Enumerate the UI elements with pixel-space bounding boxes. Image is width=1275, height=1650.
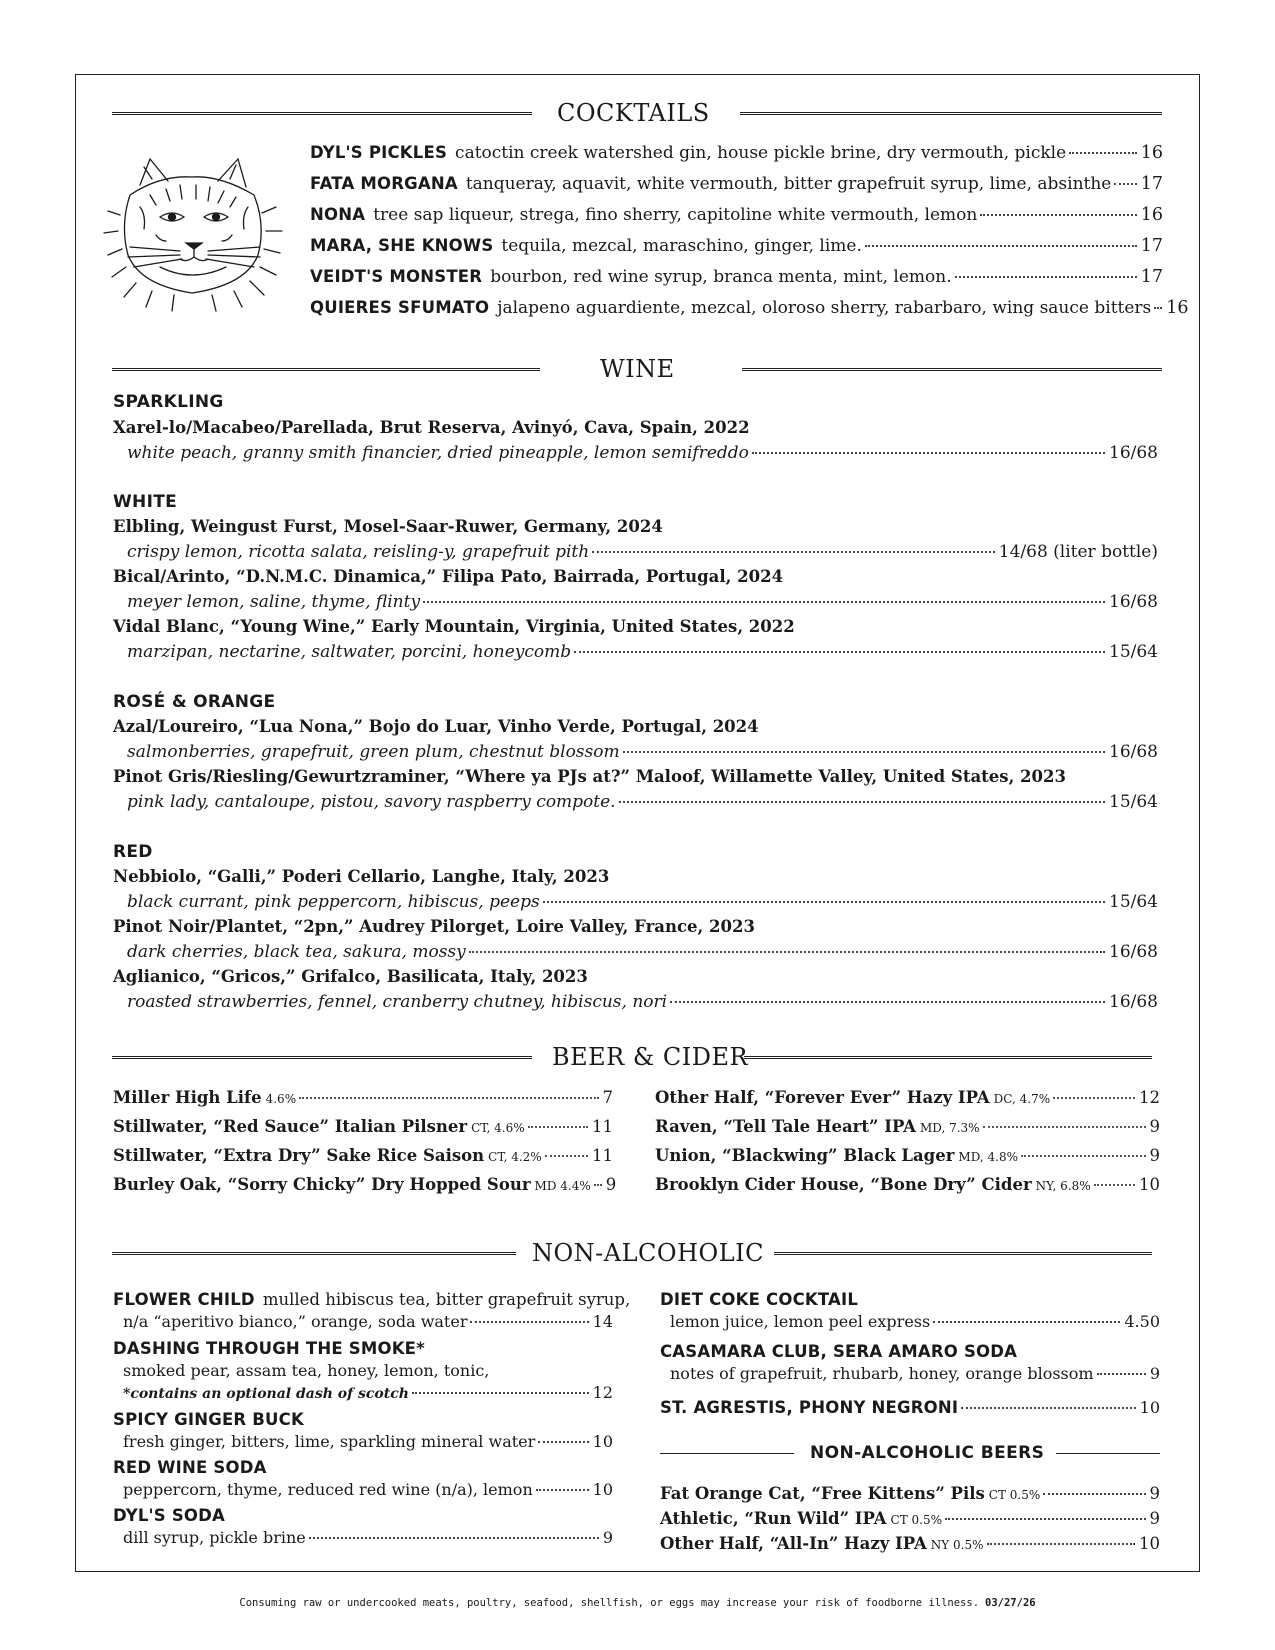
beer-item: Burley Oak, “Sorry Chicky” Dry Hopped Sour MD 4.4% 9 — [113, 1175, 617, 1194]
na-beer-item: Fat Orange Cat, “Free Kittens” Pils CT 0.5% 9 — [660, 1484, 1160, 1503]
na-drink-desc: fresh ginger, bitters, lime, sparkling mineral water 10 — [123, 1432, 613, 1451]
beer-item: Miller High Life 4.6% 7 — [113, 1088, 613, 1107]
beer-item: Stillwater, “Red Sauce” Italian Pilsner CT, 4.6% 11 — [113, 1117, 613, 1136]
beer-item: Raven, “Tell Tale Heart” IPA MD, 7.3% 9 — [655, 1117, 1160, 1136]
na-drink-name: DIET COKE COCKTAIL — [660, 1290, 859, 1309]
beer-item: Other Half, “Forever Ever” Hazy IPA DC, 4.7% 12 — [655, 1088, 1160, 1107]
wine-notes: crispy lemon, ricotta salata, reisling-y, grapefruit pith 14/68 (liter bottle) — [127, 542, 1158, 562]
na-beer-item: Athletic, “Run Wild” IPA CT 0.5% 9 — [660, 1509, 1160, 1528]
wine-name: Bical/Arinto, “D.N.M.C. Dinamica,” Filipa Pato, Bairrada, Portugal, 2024 — [113, 567, 784, 586]
na-drink-desc: smoked pear, assam tea, honey, lemon, tonic, — [123, 1361, 490, 1380]
non-alcoholic-beers-heading: NON-ALCOHOLIC BEERS — [660, 1443, 1160, 1467]
wine-name: Pinot Noir/Plantet, “2pn,” Audrey Pilorget, Loire Valley, France, 2023 — [113, 917, 755, 936]
cat-illustration-icon — [100, 155, 285, 315]
wine-heading: WINE — [112, 353, 1162, 387]
na-drink-name: DASHING THROUGH THE SMOKE* — [113, 1339, 425, 1358]
wine-notes: marzipan, nectarine, saltwater, porcini, honeycomb 15/64 — [127, 642, 1158, 662]
wine-notes: meyer lemon, saline, thyme, flinty 16/68 — [127, 592, 1158, 612]
beer-item: Stillwater, “Extra Dry” Sake Rice Saison CT, 4.2% 11 — [113, 1146, 613, 1165]
beer-item: Brooklyn Cider House, “Bone Dry” Cider NY, 6.8% 10 — [655, 1175, 1160, 1194]
beer-cider-heading: BEER & CIDER — [112, 1041, 1152, 1075]
cocktail-item: QUIERES SFUMATO jalapeno aguardiente, mezcal, oloroso sherry, rabarbaro, wing sauce bitters 16 — [310, 298, 1189, 318]
cocktail-item: MARA, SHE KNOWS tequila, mezcal, maraschino, ginger, lime. 17 — [310, 236, 1163, 256]
wine-category-red: RED — [113, 842, 153, 862]
wine-notes: roasted strawberries, fennel, cranberry chutney, hibiscus, nori 16/68 — [127, 992, 1158, 1012]
na-drink-desc: lemon juice, lemon peel express 4.50 — [670, 1312, 1160, 1331]
na-drink-desc: n/a “aperitivo bianco,” orange, soda water 14 — [123, 1312, 613, 1331]
wine-category-white: WHITE — [113, 492, 178, 512]
wine-notes: salmonberries, grapefruit, green plum, chestnut blossom 16/68 — [127, 742, 1158, 762]
na-drink-name: DYL'S SODA — [113, 1506, 226, 1525]
wine-notes: white peach, granny smith financier, dried pineapple, lemon semifreddo 16/68 — [127, 443, 1158, 463]
wine-notes: black currant, pink peppercorn, hibiscus, peeps 15/64 — [127, 892, 1158, 912]
na-drink-name: SPICY GINGER BUCK — [113, 1410, 304, 1429]
na-drink-desc: mulled hibiscus tea, bitter grapefruit syrup, — [262, 1290, 631, 1309]
cocktail-item: NONA tree sap liqueur, strega, fino sherry, capitoline white vermouth, lemon 16 — [310, 205, 1163, 225]
na-beer-item: Other Half, “All-In” Hazy IPA NY 0.5% 10 — [660, 1534, 1160, 1553]
beer-item: Union, “Blackwing” Black Lager MD, 4.8% 9 — [655, 1146, 1160, 1165]
na-drink-desc: notes of grapefruit, rhubarb, honey, orange blossom 9 — [670, 1364, 1160, 1383]
wine-name: Azal/Loureiro, “Lua Nona,” Bojo do Luar, Vinho Verde, Portugal, 2024 — [113, 717, 759, 736]
wine-name: Aglianico, “Gricos,” Grifalco, Basilicata, Italy, 2023 — [113, 967, 588, 986]
wine-notes: pink lady, cantaloupe, pistou, savory raspberry compote. 15/64 — [127, 792, 1158, 812]
wine-name: Vidal Blanc, “Young Wine,” Early Mountain, Virginia, United States, 2022 — [113, 617, 795, 636]
na-drink-desc: dill syrup, pickle brine 9 — [123, 1528, 613, 1547]
wine-category-rose: ROSÉ & ORANGE — [113, 692, 276, 712]
wine-name: Elbling, Weingust Furst, Mosel-Saar-Ruwer, Germany, 2024 — [113, 517, 663, 536]
na-drink-name: FLOWER CHILD mulled hibiscus tea, bitter grapefruit syrup, — [113, 1290, 631, 1309]
menu-date: 03/27/26 — [985, 1597, 1036, 1609]
wine-name: Pinot Gris/Riesling/Gewurtzraminer, “Where ya PJs at?” Maloof, Willamette Valley, United States, 2023 — [113, 767, 1066, 786]
na-drink-name: CASAMARA CLUB, SERA AMARO SODA — [660, 1342, 1018, 1361]
na-drink-name: ST. AGRESTIS, PHONY NEGRONI 10 — [660, 1398, 1160, 1417]
wine-name: Nebbiolo, “Galli,” Poderi Cellario, Langhe, Italy, 2023 — [113, 867, 610, 886]
na-drink-desc: peppercorn, thyme, reduced red wine (n/a), lemon 10 — [123, 1480, 613, 1499]
footer-notice: Consuming raw or undercooked meats, poultry, seafood, shellfish, or eggs may increase your risk of foodborne illness. 03/27/26 — [239, 1597, 1036, 1609]
wine-notes: dark cherries, black tea, sakura, mossy 16/68 — [127, 942, 1158, 962]
cocktail-item: DYL'S PICKLES catoctin creek watershed gin, house pickle brine, dry vermouth, pickle 16 — [310, 143, 1163, 163]
wine-name: Xarel-lo/Macabeo/Parellada, Brut Reserva, Avinyó, Cava, Spain, 2022 — [113, 418, 750, 437]
na-drink-name: RED WINE SODA — [113, 1458, 267, 1477]
cocktails-heading: COCKTAILS — [112, 97, 1162, 131]
cocktail-item: FATA MORGANA tanqueray, aquavit, white vermouth, bitter grapefruit syrup, lime, absinthe 17 — [310, 174, 1163, 194]
na-drink-desc: *contains an optional dash of scotch 12 — [123, 1383, 613, 1402]
cocktail-item: VEIDT'S MONSTER bourbon, red wine syrup, branca menta, mint, lemon. 17 — [310, 267, 1163, 287]
wine-category-sparkling: SPARKLING — [113, 392, 224, 412]
non-alcoholic-heading: NON-ALCOHOLIC — [112, 1237, 1152, 1271]
